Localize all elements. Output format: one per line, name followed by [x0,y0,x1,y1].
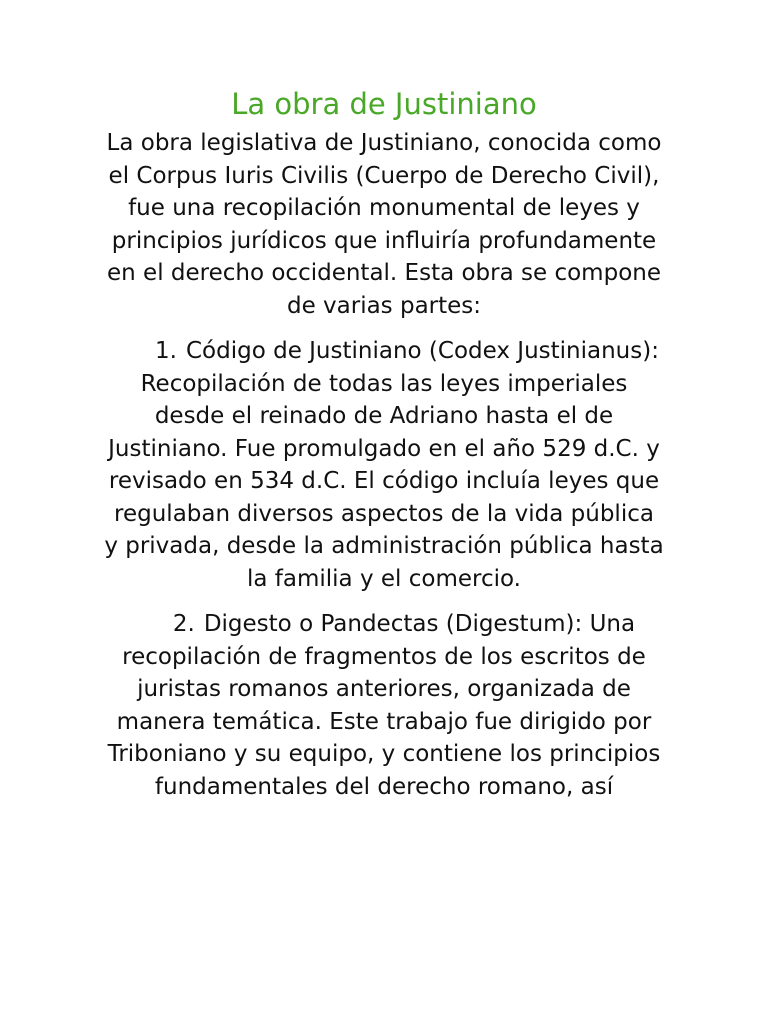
intro-paragraph: La obra legislativa de Justiniano, conocida como el Corpus Iuris Civilis (Cuerpo de Derecho Civil), fue una recopilación monumental de leyes y principios jurídicos que influiría profundamente en el derecho occidental. Esta obra se compone de varias partes: [106,130,662,319]
document-title: La obra de Justiniano [231,87,537,121]
list-item-text: Digesto o Pandectas (Digestum): Una recopilación de fragmentos de los escritos de juristas romanos anteriores, organizada de manera temática. Este trabajo fue dirigido por Triboniano y su equipo, y contiene los principios fundamentales del derecho romano, así [107,611,661,800]
list-item-number: 2. [172,611,195,637]
list-item-number: 1. [155,338,177,364]
list-item [104,608,664,803]
document-body [104,127,664,803]
list-item-text: Código de Justiniano (Codex Justinianus): Recopilación de todas las leyes imperiales desde el reinado de Adriano hasta el de Justiniano. Fue promulgado en el año 529 d.C. y revisado en 534 d.C. El código incluía leyes que regulaban diversos aspectos de la vida pública y privada, desde la administración pública hasta la familia y el comercio. [104,338,664,592]
list-item [104,335,664,595]
